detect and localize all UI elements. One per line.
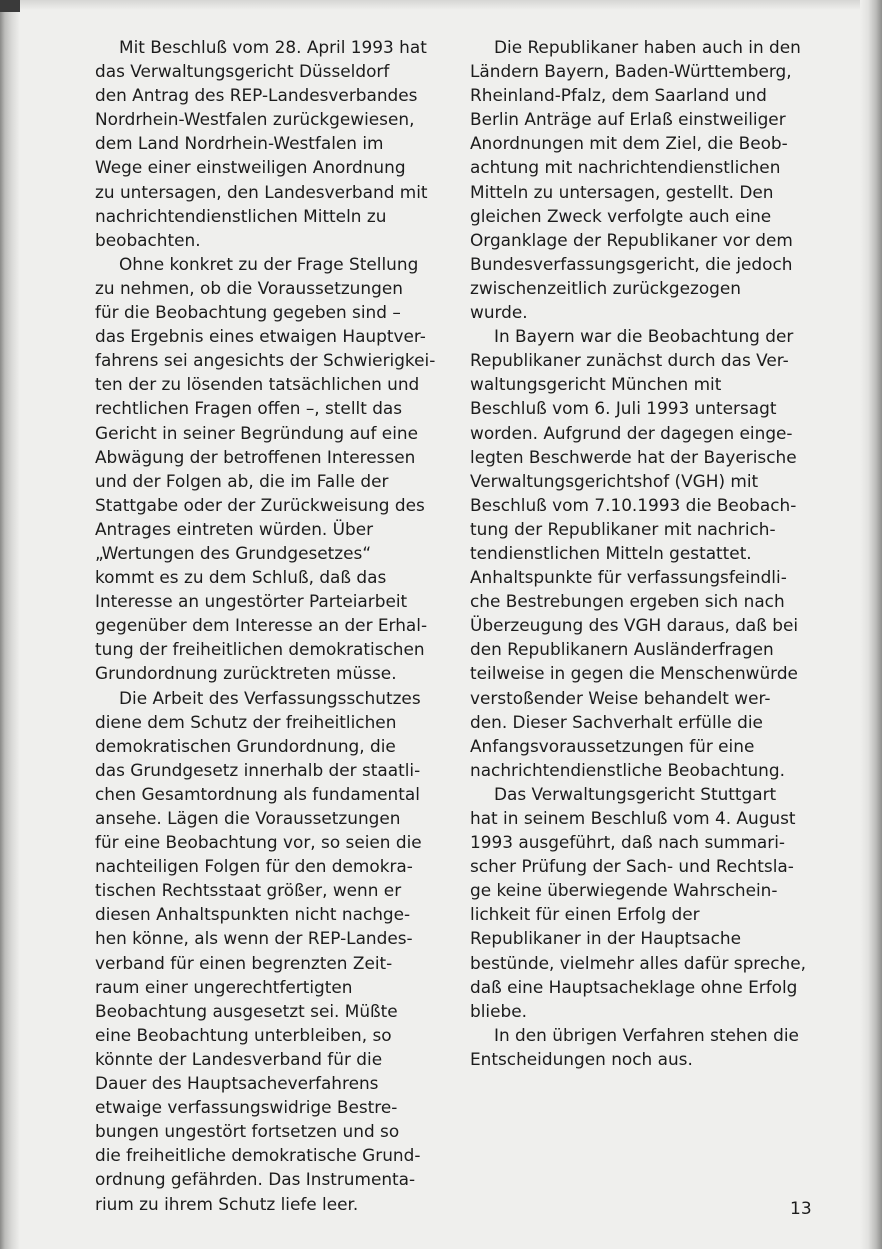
paragraph: In Bayern war die Beobachtung der Republikaner zunächst durch das Ver- waltungsgericht München mit Beschluß vom 6. Juli 1993 untersagt worden. Aufgrund der dagegen einge- legten Beschwerde hat der Bayerische Verwaltungsgerichtshof (VGH) mit Beschluß vom 7.10.1993 die Beobach- tung der Republikaner mit nachrich- tendienstlichen Mitteln gestattet. Anhaltspunkte für verfassungsfeindli- che Bestrebungen ergeben sich nach Überzeugung des VGH daraus, daß bei den Republikanern Ausländerfragen teilweise in gegen die Menschenwürde verstoßender Weise behandelt wer- den. Dieser Sachverhalt erfülle die Anfangsvoraussetzungen für eine nachrichtendienstliche Beobachtung. xyxy=(470,326,799,780)
paragraph: In den übrigen Verfahren stehen die Entscheidungen noch aus. xyxy=(470,1024,799,1069)
paragraph: Ohne konkret zu der Frage Stellung zu nehmen, ob die Voraussetzungen für die Beobachtung gegeben sind – das Ergebnis eines etwaigen Hauptver- fahrens sei angesichts der Schwierigkei- ten der zu lösenden tatsächlichen und rechtlichen Fragen offen –, stellt das Gericht in seiner Begründung auf eine Abwägung der betroffenen Interessen und der Folgen ab, die im Falle der Stattgabe oder der Zurückweisung des Antrages eintreten würden. Über „Wertungen des Grundgesetzes“ kommt es zu dem Schluß, daß das Interesse an ungestörter Parteiarbeit gegenüber dem Interesse an der Erhal- tung der freiheitlichen demokratischen Grundordnung zurücktreten müsse. xyxy=(95,253,436,684)
paragraph: Die Republikaner haben auch in den Ländern Bayern, Baden-Württemberg, Rheinland-Pfalz, dem Saarland und Berlin Anträge auf Erlaß einstweiliger Anordnungen mit dem Ziel, die Beob- achtung mit nachrichtendienstlichen Mitteln zu untersagen, gestellt. Den gleichen Zweck verfolgte auch eine Organklage der Republikaner vor dem Bundesverfassungsgericht, die jedoch zwischenzeitlich zurückgezogen wurde. xyxy=(470,37,801,323)
scan-corner-mark xyxy=(0,0,20,12)
paragraph: Die Arbeit des Verfassungsschutzes diene dem Schutz der freiheitlichen demokratischen Grundordnung, die das Grundgesetz innerhalb der staatli- chen Gesamtordnung als fundamental ansehe. Lägen die Voraussetzungen für eine Beobachtung vor, so seien die nachteiligen Folgen für den demokra- tischen Rechtsstaat größer, wenn er diesen Anhaltspunkten nicht nachge- hen könne, als wenn der REP-Landes- verband für einen begrenzten Zeit- raum einer ungerechtfertigten Beobachtung ausgesetzt sei. Müßte eine Beobachtung unterbleiben, so könnte der Landesverband für die Dauer des Hauptsacheverfahrens etwaige verfassungswidrige Bestre- bungen ungestört fortsetzen und so die freiheitliche demokratische Grund- ordnung gefährden. Das Instrumenta- rium zu ihrem Schutz liefe leer. xyxy=(95,687,422,1214)
right-text-column xyxy=(470,35,830,1071)
scan-top-shadow xyxy=(0,0,882,10)
scan-left-binding-shadow xyxy=(0,0,20,1249)
paragraph: Mit Beschluß vom 28. April 1993 hat das Verwaltungsgericht Düsseldorf den Antrag des REP-Landesverbandes Nordrhein-Westfalen zurückgewiesen, dem Land Nordrhein-Westfalen im Wege einer einstweiligen Anordnung zu untersagen, den Landesverband mit nachrichtendienstlichen Mitteln zu beobachten. xyxy=(95,37,428,250)
page-number: 13 xyxy=(790,1199,812,1219)
scan-right-edge-shadow xyxy=(860,0,882,1249)
paragraph: Das Verwaltungsgericht Stuttgart hat in seinem Beschluß vom 4. August 1993 ausgeführt, daß nach summari- scher Prüfung der Sach- und Rechtsla- ge keine überwiegende Wahrschein- lichkeit für einen Erfolg der Republikaner in der Hauptsache bestünde, vielmehr alles dafür spreche, daß eine Hauptsacheklage ohne Erfolg bliebe. xyxy=(470,783,807,1021)
left-text-column xyxy=(95,35,461,1216)
